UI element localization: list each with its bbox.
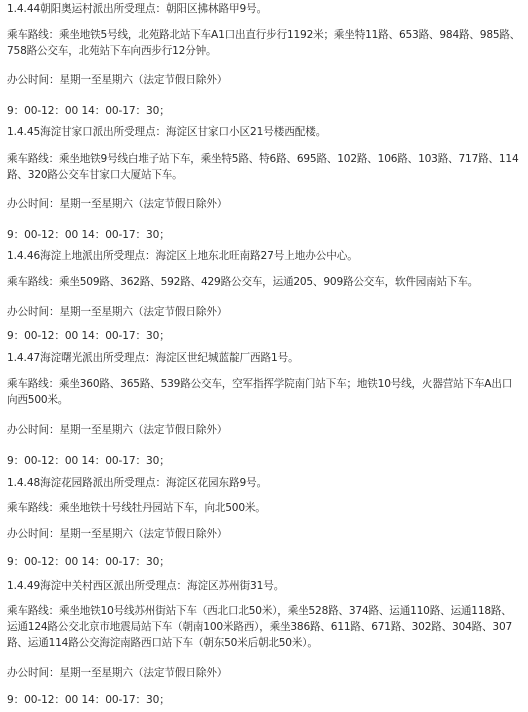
- office-hours: 办公时间：星期一至星期六（法定节假日除外）: [7, 667, 228, 679]
- office-hours: 办公时间：星期一至星期六（法定节假日除外）: [7, 528, 228, 540]
- section-heading: 1.4.47海淀曙光派出所受理点：海淀区世纪城蓝靛厂西路1号。: [7, 352, 299, 364]
- route-description: 乘车路线：乘坐地铁10号线苏州街站下车（西北口北50米），乘坐528路、374路、运通110路、运通118路、运通124路公交北京市地震局站下车（朝南100米路西），乘坐386路、611路、671路、302路、304路、307路、运通114路公交海淀南路西口站下车（朝东50米后朝北50米）。: [7, 605, 513, 649]
- route-description: 乘车路线：乘坐地铁5号线，北苑路北站下车A1口出直行步行1192米；乘坐特11路、653路、984路、985路、758路公交车，北苑站下车向西步行12分钟。: [7, 29, 521, 57]
- section-heading: 1.4.46海淀上地派出所受理点：海淀区上地东北旺南路27号上地办公中心。: [7, 250, 358, 262]
- office-times: 9：00-12：00 14：00-17：30；: [7, 556, 170, 568]
- route-description: 乘车路线：乘坐360路、365路、539路公交车，空军指挥学院南门站下车；地铁10号线，火器营站下车A出口向西500米。: [7, 378, 513, 406]
- section-heading: 1.4.44朝阳奥运村派出所受理点：朝阳区拂林路甲9号。: [7, 3, 268, 15]
- office-times: 9：00-12：00 14：00-17：30；: [7, 105, 170, 117]
- office-times: 9：00-12：00 14：00-17：30；: [7, 330, 170, 342]
- route-description: 乘车路线：乘坐地铁十号线牡丹园站下车，向北500米。: [7, 502, 266, 514]
- office-hours: 办公时间：星期一至星期六（法定节假日除外）: [7, 74, 228, 86]
- section-heading: 1.4.48海淀花园路派出所受理点：海淀区花园东路9号。: [7, 477, 268, 489]
- office-times: 9：00-12：00 14：00-17：30；: [7, 694, 170, 706]
- route-description: 乘车路线：乘坐地铁9号线白堆子站下车，乘坐特5路、特6路、695路、102路、106路、103路、717路、114路、320路公交车甘家口大厦站下车。: [7, 153, 519, 181]
- section-heading: 1.4.49海淀中关村西区派出所受理点：海淀区苏州街31号。: [7, 580, 285, 592]
- office-times: 9：00-12：00 14：00-17：30；: [7, 229, 170, 241]
- office-hours: 办公时间：星期一至星期六（法定节假日除外）: [7, 198, 228, 210]
- office-hours: 办公时间：星期一至星期六（法定节假日除外）: [7, 306, 228, 318]
- route-description: 乘车路线：乘坐509路、362路、592路、429路公交车，运通205、909路公交车，软件园南站下车。: [7, 276, 479, 288]
- office-hours: 办公时间：星期一至星期六（法定节假日除外）: [7, 424, 228, 436]
- office-times: 9：00-12：00 14：00-17：30；: [7, 455, 170, 467]
- section-heading: 1.4.45海淀甘家口派出所受理点：海淀区甘家口小区21号楼西配楼。: [7, 126, 327, 138]
